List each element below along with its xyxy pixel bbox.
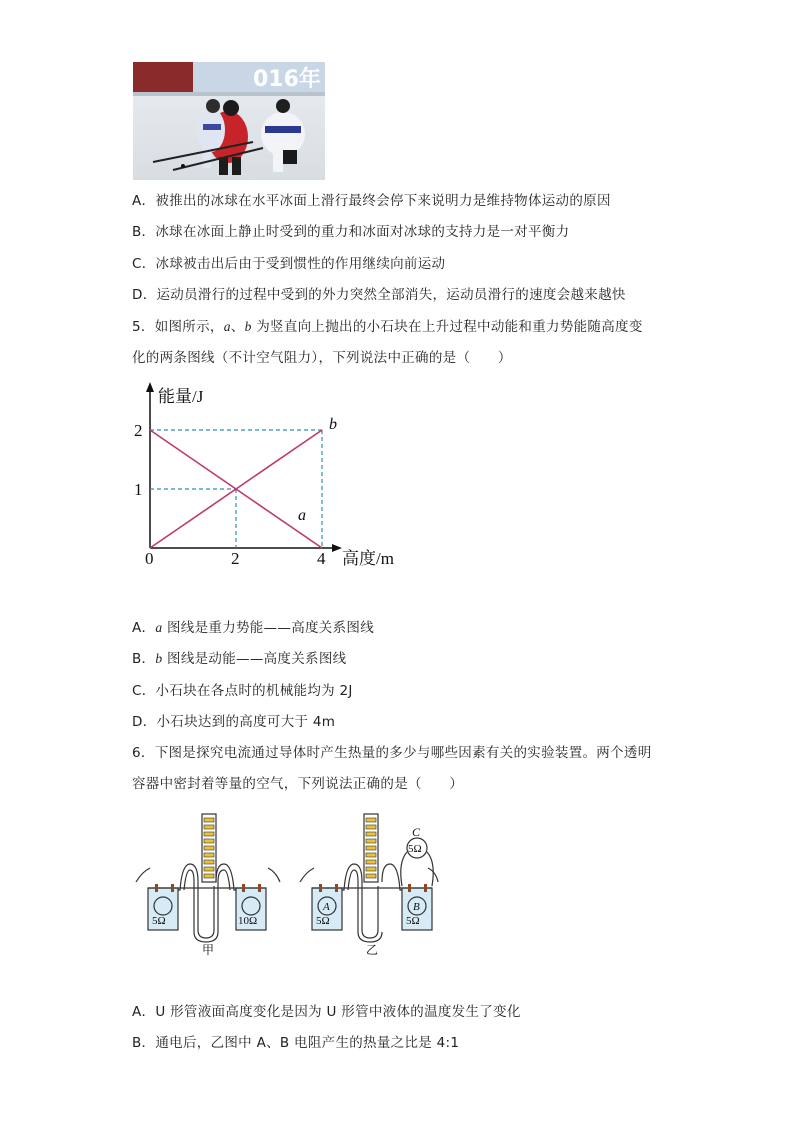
resistor-label-b-5ohm: 5Ω [406,915,420,927]
resistor-label-B: B [413,901,420,913]
liquid-stripe [204,860,214,864]
liquid-stripe [204,832,214,836]
q5-option-b: B．b 图线是动能——高度关系图线 [132,651,347,667]
origin-label: 0 [145,549,154,568]
svg-text:016年: 016年 [253,67,321,92]
x-axis-arrow [332,544,342,552]
liquid-stripe [366,846,376,850]
q5-option-a: A．a 图线是重力势能——高度关系图线 [132,620,374,636]
q5-stem-line2: 化的两条图线（不计空气阻力），下列说法中正确的是（ ） [132,350,512,366]
ice-hockey-photo [133,62,325,180]
series-label-a: a [298,507,306,524]
liquid-stripe [366,860,376,864]
liquid-stripe [366,825,376,829]
resistor-label-5ohm-jia: 5Ω [152,915,166,927]
q6-option-a: A．U 形管液面高度变化是因为 U 形管中液体的温度发生了变化 [132,1004,521,1020]
liquid-stripe [204,853,214,857]
liquid-stripe [366,839,376,843]
q6-stem-line1: 6．下图是探究电流通过导体时产生热量的多少与哪些因素有关的实验装置。两个透明 [132,745,652,761]
resistor-label-C: C [412,825,421,839]
x-axis-label: 高度/m [342,549,394,568]
liquid-stripe [204,867,214,871]
resistor-label-A: A [323,901,330,913]
y-axis-arrow [146,382,154,392]
energy-height-graph [120,380,420,580]
y-axis-label: 能量/J [158,387,204,406]
liquid-stripe [204,839,214,843]
liquid-stripe [366,867,376,871]
liquid-stripe [204,874,214,878]
liquid-stripe [204,846,214,850]
q4-option-c: C．冰球被击出后由于受到惯性的作用继续向前运动 [132,256,446,272]
q5-option-c: C．小石块在各点时的机械能均为 2J [132,683,353,699]
resistor-label-10ohm-jia: 10Ω [238,915,258,927]
q6-option-b: B．通电后，乙图中 A、B 电阻产生的热量之比是 4:1 [132,1035,460,1051]
liquid-stripe [366,874,376,878]
q4-option-b: B．冰球在冰面上静止时受到的重力和冰面对冰球的支持力是一对平衡力 [132,224,570,240]
liquid-stripe [366,832,376,836]
q4-option-d: D．运动员滑行的过程中受到的外力突然全部消失，运动员滑行的速度会越来越快 [132,287,626,303]
q4-option-a: A．被推出的冰球在水平冰面上滑行最终会停下来说明力是维持物体运动的原因 [132,193,611,209]
label-yi: 乙 [366,943,379,957]
liquid-stripe [204,825,214,829]
q6-stem-line2: 容器中密封着等量的空气，下列说法正确的是（ ） [132,776,464,792]
x-tick-4: 4 [317,549,326,568]
liquid-stripe [204,818,214,822]
y-tick-2: 2 [134,421,143,440]
liquid-stripe [366,853,376,857]
q5-option-d: D．小石块达到的高度可大于 4m [132,714,336,730]
label-jia: 甲 [202,943,215,957]
q5-stem-line1: 5．如图所示，a、b 为竖直向上抛出的小石块在上升过程中动能和重力势能随高度变 [132,319,643,335]
liquid-stripe [366,818,376,822]
y-tick-1: 1 [134,480,143,499]
resistor-label-c-5ohm: 5Ω [408,843,422,855]
x-tick-2: 2 [231,549,240,568]
joule-heating-apparatus-figure [128,812,450,958]
energy-height-graph-svg [120,380,420,580]
resistor-label-a-5ohm: 5Ω [316,915,330,927]
series-label-b: b [329,416,337,433]
